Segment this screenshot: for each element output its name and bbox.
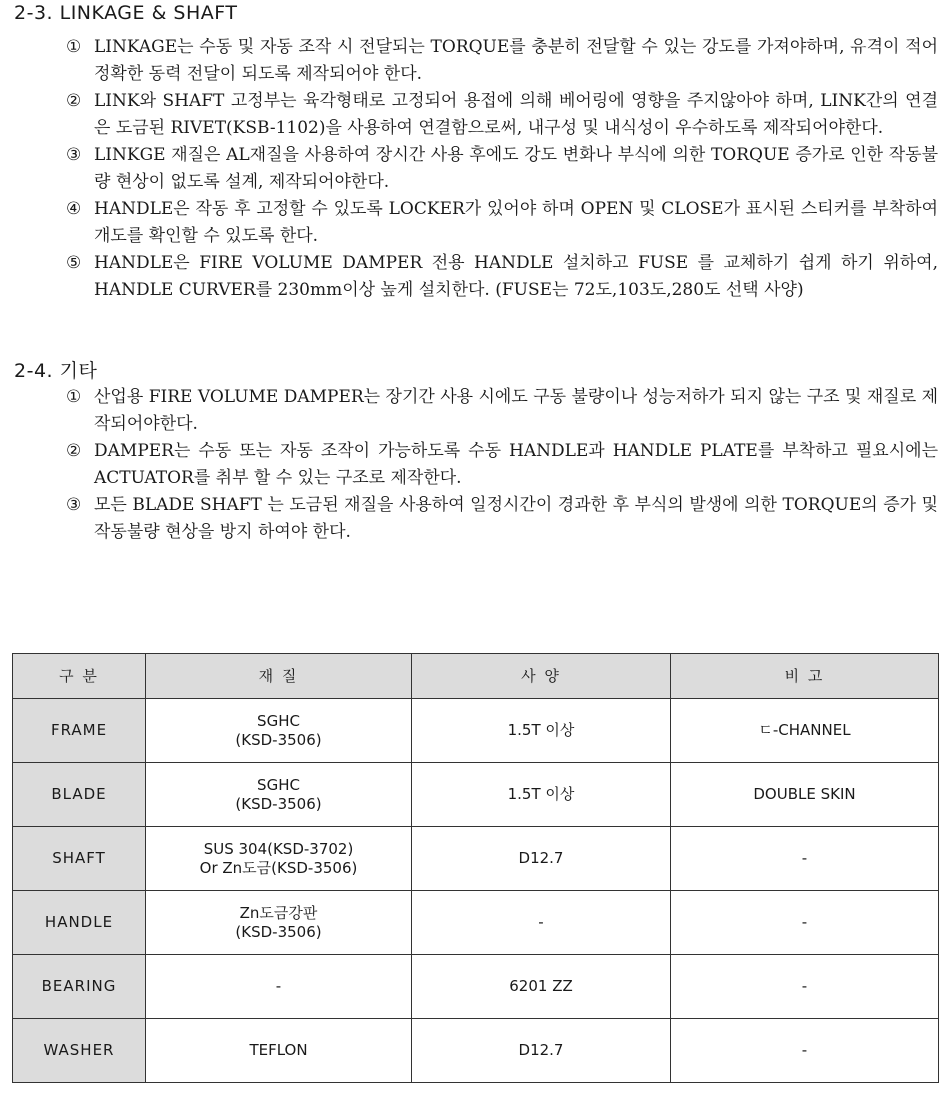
row-spec: 6201 ZZ bbox=[412, 955, 671, 1019]
table-row bbox=[13, 827, 939, 891]
row-material: - bbox=[146, 955, 412, 1019]
row-name: BEARING bbox=[13, 955, 146, 1019]
section-title-linkage-shaft: 2-3. LINKAGE & SHAFT bbox=[14, 2, 238, 24]
list-item: ② DAMPER는 수동 또는 자동 조작이 가능하도록 수동 HANDLE과 HANDLE PLATE를 부착하고 필요시에는 ACTUATOR를 취부 할 수 있는 구조로 제작한다. bbox=[66, 441, 938, 488]
spec-table bbox=[12, 653, 939, 1083]
table-row bbox=[13, 699, 939, 763]
table-row bbox=[13, 955, 939, 1019]
row-note: DOUBLE SKIN bbox=[671, 763, 939, 827]
row-material: TEFLON bbox=[146, 1019, 412, 1083]
row-spec: D12.7 bbox=[412, 1019, 671, 1083]
item-text: 산업용 FIRE VOLUME DAMPER는 장기간 사용 시에도 구동 불량이나 성능저하가 되지 않는 구조 및 재질로 제작되어야한다. bbox=[94, 387, 938, 434]
item-text: LINKAGE는 수동 및 자동 조작 시 전달되는 TORQUE를 충분히 전달할 수 있는 강도를 가져야하며, 유격이 적어 정확한 동력 전달이 되도록 제작되어야 한다. bbox=[94, 37, 938, 84]
other-list bbox=[66, 384, 938, 546]
row-name: SHAFT bbox=[13, 827, 146, 891]
row-material: SGHC (KSD-3506) bbox=[146, 763, 412, 827]
item-text: LINK와 SHAFT 고정부는 육각형태로 고정되어 용접에 의해 베어링에 영향을 주지않아야 하며, LINK간의 연결은 도금된 RIVET(KSB-1102)을 사용하여 연결함으로써, 내구성 및 내식성이 우수하도록 제작되어야한다. bbox=[94, 91, 938, 138]
row-note: ㄷ-CHANNEL bbox=[671, 699, 939, 763]
row-note: - bbox=[671, 955, 939, 1019]
row-name: FRAME bbox=[13, 699, 146, 763]
item-text: LINKGE 재질은 AL재질을 사용하여 장시간 사용 후에도 강도 변화나 부식에 의한 TORQUE 증가로 인한 작동불량 현상이 없도록 설계, 제작되어야한다. bbox=[94, 145, 938, 192]
row-material: SUS 304(KSD-3702) Or Zn도금(KSD-3506) bbox=[146, 827, 412, 891]
row-material: SGHC (KSD-3506) bbox=[146, 699, 412, 763]
row-note: - bbox=[671, 1019, 939, 1083]
list-item: ① 산업용 FIRE VOLUME DAMPER는 장기간 사용 시에도 구동 불량이나 성능저하가 되지 않는 구조 및 재질로 제작되어야한다. bbox=[66, 387, 938, 434]
list-item: ⑤ HANDLE은 FIRE VOLUME DAMPER 전용 HANDLE 설치하고 FUSE 를 교체하기 쉽게 하기 위하여, HANDLE CURVER를 230mm이상 높게 설치한다. (FUSE는 72도,103도,280도 선택 사양) bbox=[66, 253, 938, 300]
list-item: ③ 모든 BLADE SHAFT 는 도금된 재질을 사용하여 일정시간이 경과한 후 부식의 발생에 의한 TORQUE의 증가 및 작동불량 현상을 방지 하여야 한다. bbox=[66, 495, 938, 542]
row-material: Zn도금강판 (KSD-3506) bbox=[146, 891, 412, 955]
row-name: BLADE bbox=[13, 763, 146, 827]
list-item: ④ HANDLE은 작동 후 고정할 수 있도록 LOCKER가 있어야 하며 OPEN 및 CLOSE가 표시된 스티커를 부착하여 개도를 확인할 수 있도록 한다. bbox=[66, 199, 938, 246]
list-item: ② LINK와 SHAFT 고정부는 육각형태로 고정되어 용접에 의해 베어링에 영향을 주지않아야 하며, LINK간의 연결은 도금된 RIVET(KSB-1102)을 사용하여 연결함으로써, 내구성 및 내식성이 우수하도록 제작되어야한다. bbox=[66, 91, 938, 138]
row-name: HANDLE bbox=[13, 891, 146, 955]
item-text: DAMPER는 수동 또는 자동 조작이 가능하도록 수동 HANDLE과 HANDLE PLATE를 부착하고 필요시에는 ACTUATOR를 취부 할 수 있는 구조로 제작한다. bbox=[94, 441, 938, 488]
linkage-shaft-list bbox=[66, 34, 938, 304]
section-title-other: 2-4. 기타 bbox=[14, 360, 98, 382]
list-item: ① LINKAGE는 수동 및 자동 조작 시 전달되는 TORQUE를 충분히 전달할 수 있는 강도를 가져야하며, 유격이 적어 정확한 동력 전달이 되도록 제작되어야 한다. bbox=[66, 37, 938, 84]
header-note: 비 고 bbox=[671, 654, 939, 699]
list-item: ③ LINKGE 재질은 AL재질을 사용하여 장시간 사용 후에도 강도 변화나 부식에 의한 TORQUE 증가로 인한 작동불량 현상이 없도록 설계, 제작되어야한다. bbox=[66, 145, 938, 192]
row-spec: D12.7 bbox=[412, 827, 671, 891]
table-row bbox=[13, 891, 939, 955]
row-name: WASHER bbox=[13, 1019, 146, 1083]
header-spec: 사 양 bbox=[412, 654, 671, 699]
item-text: HANDLE은 작동 후 고정할 수 있도록 LOCKER가 있어야 하며 OPEN 및 CLOSE가 표시된 스티커를 부착하여 개도를 확인할 수 있도록 한다. bbox=[94, 199, 938, 246]
row-spec: - bbox=[412, 891, 671, 955]
row-note: - bbox=[671, 827, 939, 891]
row-spec: 1.5T 이상 bbox=[412, 699, 671, 763]
item-text: HANDLE은 FIRE VOLUME DAMPER 전용 HANDLE 설치하고 FUSE 를 교체하기 쉽게 하기 위하여, HANDLE CURVER를 230mm이상 높게 설치한다. (FUSE는 72도,103도,280도 선택 사양) bbox=[94, 253, 938, 300]
row-spec: 1.5T 이상 bbox=[412, 763, 671, 827]
table-row bbox=[13, 1019, 939, 1083]
item-text: 모든 BLADE SHAFT 는 도금된 재질을 사용하여 일정시간이 경과한 후 부식의 발생에 의한 TORQUE의 증가 및 작동불량 현상을 방지 하여야 한다. bbox=[94, 495, 938, 542]
header-category: 구 분 bbox=[13, 654, 146, 699]
row-note: - bbox=[671, 891, 939, 955]
table-header-row bbox=[13, 654, 939, 699]
header-material: 재 질 bbox=[146, 654, 412, 699]
table-row bbox=[13, 763, 939, 827]
